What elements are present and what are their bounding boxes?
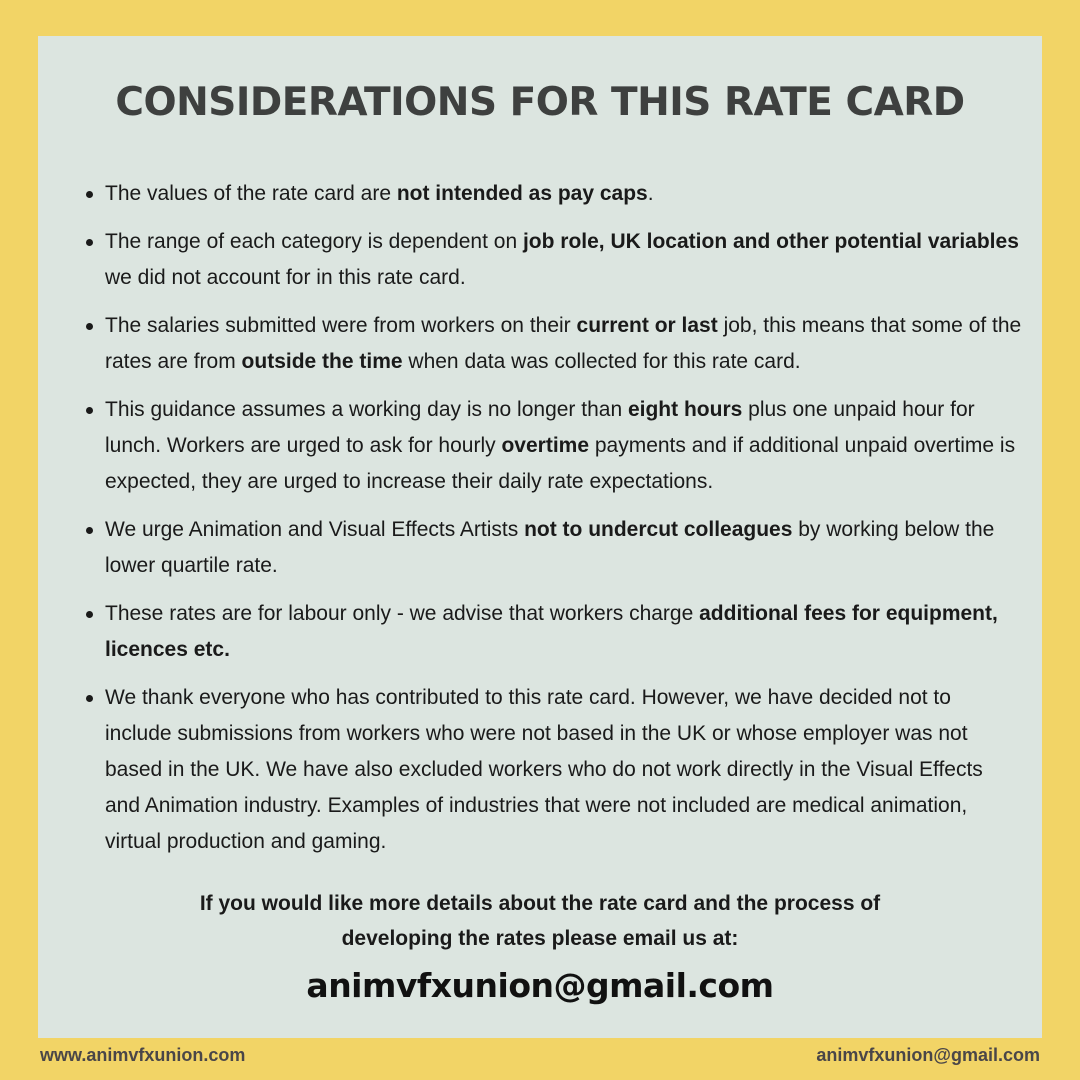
list-item: These rates are for labour only - we advise that workers charge additional fees for equipment, licences etc.: [84, 596, 1022, 668]
cta-line-1: If you would like more details about the rate card and the process of: [199, 892, 881, 915]
page-title: CONSIDERATIONS FOR THIS RATE CARD: [115, 80, 965, 125]
list-item: We urge Animation and Visual Effects Artists not to undercut colleagues by working below the lower quartile rate.: [84, 512, 1022, 584]
list-item: We thank everyone who has contributed to this rate card. However, we have decided not to include submissions from workers who were not based in the UK or whose employer was not based in the UK. We have also excluded workers who do not work directly in the Visual Effects and Animation industry. Examples of industries that were not included are medical animation, virtual production and gaming.: [84, 680, 1022, 860]
list-item: The range of each category is dependent on job role, UK location and other potential variables we did not account for in this rate card.: [84, 224, 1022, 296]
contact-email[interactable]: animvfxunion@gmail.com: [306, 966, 774, 1005]
considerations-list: [84, 176, 1022, 872]
list-item: The salaries submitted were from workers on their current or last job, this means that some of the rates are from outside the time when data was collected for this rate card.: [84, 308, 1022, 380]
contact-call-to-action: [120, 886, 960, 956]
cta-line-2: developing the rates please email us at:: [341, 927, 739, 950]
list-item: The values of the rate card are not intended as pay caps.: [84, 176, 1022, 212]
footer-email-link[interactable]: animvfxunion@gmail.com: [816, 1045, 1040, 1065]
list-item: This guidance assumes a working day is no longer than eight hours plus one unpaid hour for lunch. Workers are urged to ask for hourly overtime payments and if additional unpaid overtime is expected, they are urged to increase their daily rate expectations.: [84, 392, 1022, 500]
footer-website-link[interactable]: www.animvfxunion.com: [40, 1045, 246, 1065]
